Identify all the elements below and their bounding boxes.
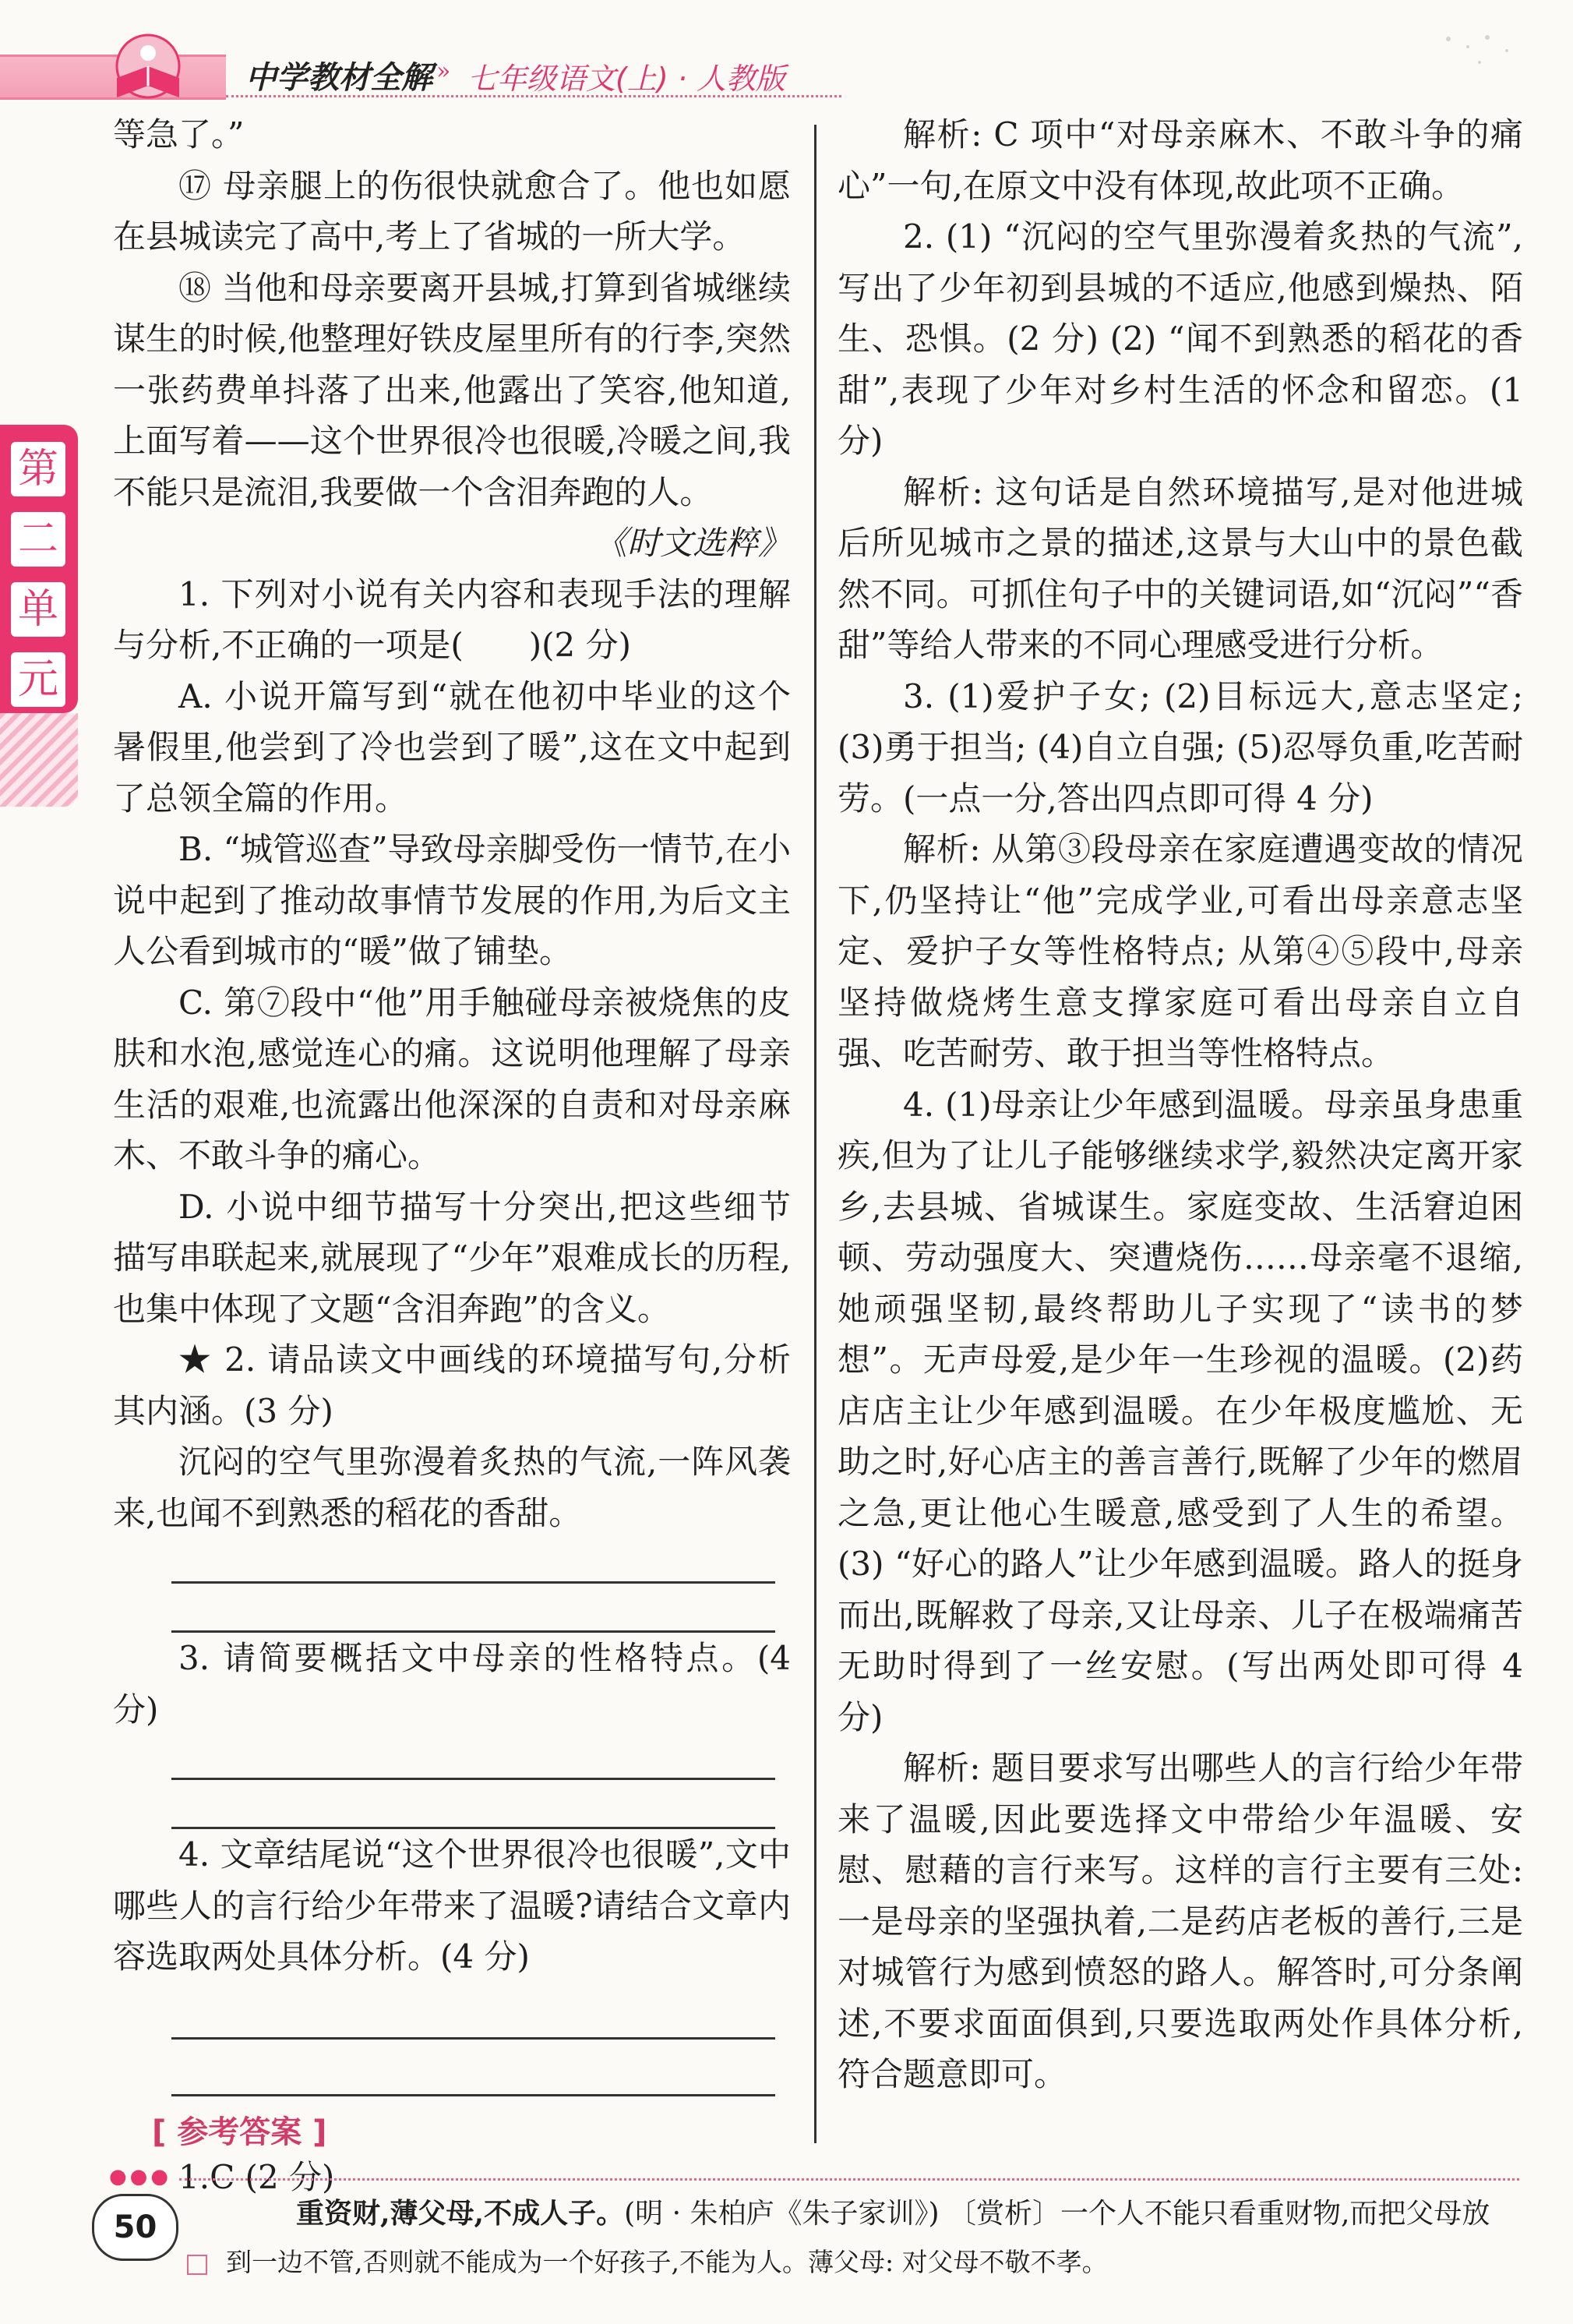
paragraph: 等急了。” [113, 115, 245, 154]
option-c: C. 第⑦段中“他”用手触碰母亲被烧焦的皮肤和水泡,感觉连心的痛。这说明他理解了母亲生活的艰难,也流露出他深深的自责和对母亲麻木、不敢斗争的痛心。 [113, 983, 791, 1174]
appreciation-label: 〔赏析〕 [947, 2198, 1060, 2230]
analysis-3: 解析: 从第③段母亲在家庭遭遇变故的情况下,仍坚持让“他”完成学业,可看出母亲意志坚定、爱护子女等性格特点; 从第④⑤段中,母亲坚持做烧烤生意支撑家庭可看出母亲自立自强、吃苦耐劳、敢于担当等性格特点。 [838, 830, 1523, 1072]
question-2: ★ 2. 请品读文中画线的环境描写句,分析其内涵。(3 分) [113, 1340, 791, 1430]
answer-4: 4. (1)母亲让少年感到温暖。母亲虽身患重疾,但为了让儿子能够继续求学,毅然决定离开家乡,去县城、省城谋生。家庭变故、生活窘迫困顿、劳动强度大、突遭烧伤……母亲毫不退缩,她顽强坚韧,最终帮助儿子实现了“读书的梦想”。无声母爱,是少年一生珍视的温暖。(2)药店店主让少年感到温暖。在少年极度尴尬、无助之时,好心店主的善言善行,既解了少年的燃眉之急,更让他心生暖意,感受到了人生的希望。(3) “好心的路人”让少年感到温暖。路人的挺身而出,既解救了母亲,又让母亲、儿子在极端痛苦无助时得到了一丝安慰。(写出两处即可得 4 分) [838, 1085, 1523, 1736]
unit-tab-char: 元 [11, 652, 65, 707]
footer-explanation: 到一边不管,否则就不能成为一个好孩子,不能为人。薄父母: 对父母不敬不孝。 [226, 2247, 1108, 2277]
page-header [0, 0, 1573, 117]
source-citation: 《时文选粹》 [594, 524, 791, 562]
option-b: B. “城管巡查”导致母亲脚受伤一情节,在小说中起到了推动故事情节发展的作用,为后文主人公看到城市的“暖”做了铺垫。 [113, 830, 791, 970]
right-column [838, 109, 1523, 2100]
footer-proverb [296, 2192, 1490, 2231]
question-1: 1. 下列对小说有关内容和表现手法的理解与分析,不正确的一项是( )(2 分) [113, 574, 791, 664]
column-divider [814, 125, 816, 2143]
question-4: 4. 文章结尾说“这个世界很冷也很暖”,文中哪些人的言行给少年带来了温暖?请结合文章内容选取两处具体分析。(4 分) [113, 1835, 791, 1976]
unit-tab-char: 二 [11, 512, 65, 567]
book-title: 中学教材全解 [245, 60, 432, 96]
option-a: A. 小说开篇写到“就在他初中毕业的这个暑假里,他尝到了冷也尝到了暖”,这在文中起到了总领全篇的作用。 [113, 676, 791, 818]
appreciation-text: 一个人不能只看重财物,而把父母放 [1060, 2198, 1490, 2230]
unit-tab-char: 单 [11, 582, 65, 637]
answer-3: 3. (1)爱护子女; (2)目标远大,意志坚定; (3)勇于担当; (4)自立自强; (5)忍辱负重,吃苦耐劳。(一点一分,答出四点即可得 4 分) [838, 676, 1523, 818]
answer-1: 1.C (2 分) [178, 2157, 335, 2196]
reference-answer-heading: [ 参考答案 ] [152, 2114, 327, 2150]
unit-tab [0, 425, 78, 713]
footer-rule [179, 2178, 1519, 2181]
paragraph-17: ⑰ 母亲腿上的伤很快就愈合了。他也如愿在县城读完了高中,考上了省城的一所大学。 [113, 166, 791, 256]
analysis-4: 解析: 题目要求写出哪些人的言行给少年带来了温暖,因此要选择文中带给少年温暖、安慰、慰藉的言行来写。这样的言行主要有三处: 一是母亲的坚强执着,二是药店老板的善行,三是对城管行为感到愤怒的路人。解答时,可分条阐述,不要求面面俱到,只要选取两处作具体分析,符合题意即可。 [838, 1749, 1523, 2093]
question-3: 3. 请简要概括文中母亲的性格特点。(4 分) [113, 1639, 791, 1729]
book-logo-icon [93, 31, 203, 109]
unit-tab-char: 第 [11, 442, 65, 496]
book-subtitle: 七年级语文(上) · 人教版 [467, 62, 785, 96]
unit-tab-stripes [0, 713, 78, 807]
paragraph-18: ⑱ 当他和母亲要离开县城,打算到省城继续谋生的时候,他整理好铁皮屋里所有的行李,突然一张药费单抖落了出来,他露出了笑容,他知道,上面写着——这个世界很冷也很暖,冷暖之间,我不能只是流泪,我要做一个含泪奔跑的人。 [113, 268, 791, 511]
answer-2: 2. (1) “沉闷的空气里弥漫着炙热的气流”,写出了少年初到县城的不适应,他感到燥热、陌生、恐惧。(2 分) (2) “闻不到熟悉的稻花的香甜”,表现了少年对乡村生活的怀念和留恋。(1 分) [838, 217, 1523, 460]
dots-decoration: ●●● [109, 2165, 172, 2188]
proverb-citation: (明 · 朱柏庐《朱子家训》) [624, 2198, 940, 2230]
header-rule [226, 95, 841, 97]
checkbox-icon [187, 2255, 207, 2275]
page-number: 50 [92, 2194, 178, 2261]
question-2-quote: 沉闷的空气里弥漫着炙热的气流,一阵风袭来,也闻不到熟悉的稻花的香甜。 [113, 1443, 791, 1532]
left-column [113, 109, 791, 2202]
option-d: D. 小说中细节描写十分突出,把这些细节描写串联起来,就展现了“少年”艰难成长的历程,也集中体现了文题“含泪奔跑”的含义。 [113, 1187, 791, 1328]
analysis-2: 解析: 这句话是自然环境描写,是对他进城后所见城市之景的描述,这景与大山中的景色截然不同。可抓住句子中的关键词语,如“沉闷”“香甜”等给人带来的不同心理感受进行分析。 [838, 472, 1523, 664]
arrow-icon: » [436, 58, 451, 85]
proverb-quote: 重资财,薄父母,不成人子。 [296, 2197, 625, 2230]
sparkle-icon [1433, 23, 1526, 86]
analysis-1: 解析: C 项中“对母亲麻木、不敢斗争的痛心”一句,在原文中没有体现,故此项不正确。 [838, 115, 1523, 205]
